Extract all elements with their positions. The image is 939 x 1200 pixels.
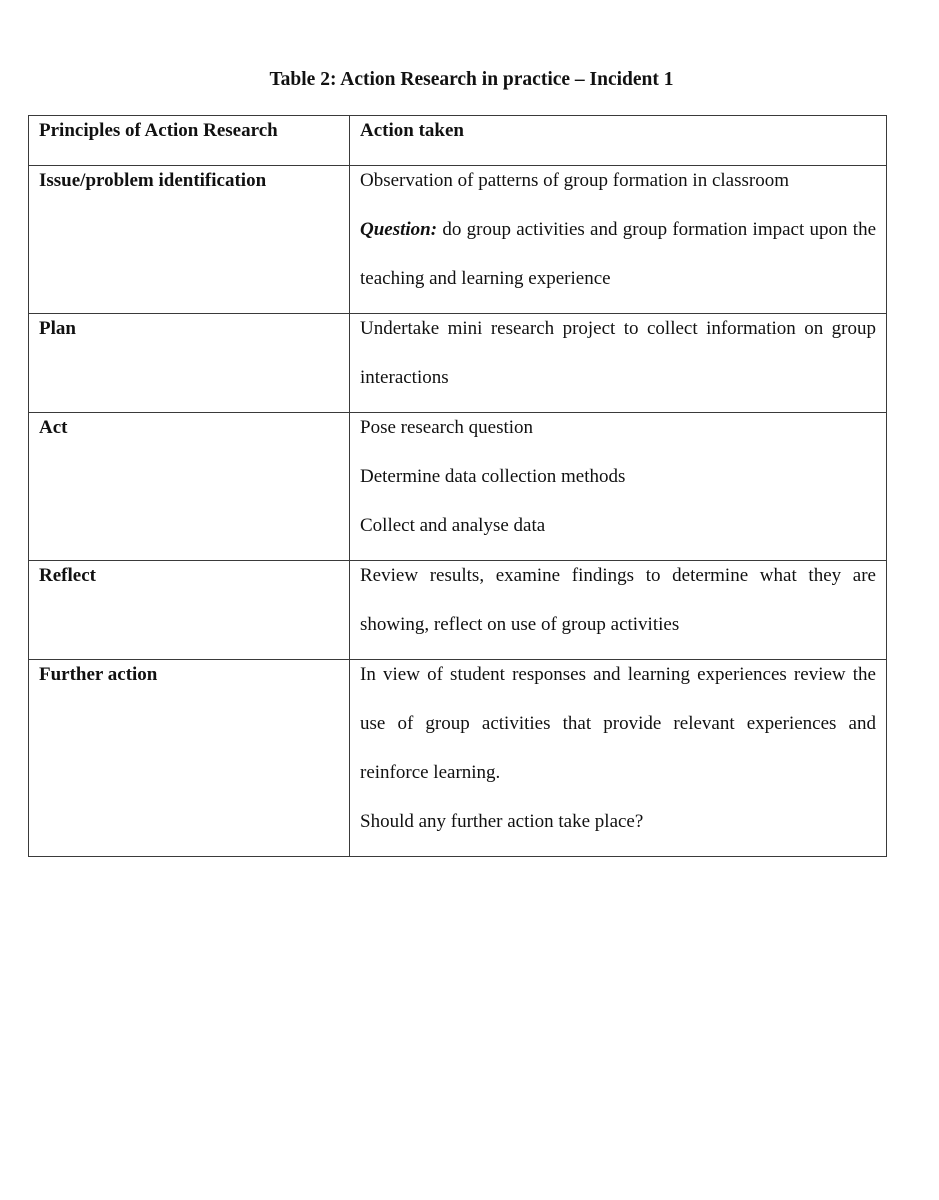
action-issue-observation: Observation of patterns of group formation in classroom [360,170,789,191]
principle-act: Act [39,417,68,438]
table-row-further-action [29,660,887,857]
action-act-line: Collect and analyse data [360,515,546,536]
table-row-reflect [29,561,887,660]
header-action: Action taken [360,120,464,141]
principle-cell [29,660,350,857]
question-label: Question: [360,219,438,240]
principle-cell [29,166,350,314]
principle-issue: Issue/problem identification [39,170,267,191]
header-principles-cell [29,116,350,166]
action-research-table [28,115,887,857]
action-act-line: Determine data collection methods [360,466,626,487]
table-row-plan [29,314,887,413]
action-cell [350,660,887,857]
action-cell [350,166,887,314]
action-issue-question [360,205,876,303]
principle-reflect: Reflect [39,565,96,586]
principle-cell [29,314,350,413]
action-further-question: Should any further action take place? [360,811,644,832]
principle-cell [29,561,350,660]
action-act-line: Pose research question [360,417,534,438]
action-cell [350,561,887,660]
header-principles: Principles of Action Research [39,120,278,141]
principle-cell [29,413,350,561]
action-further-review: In view of student responses and learning experiences review the use of group activities that provide relevant experiences and reinforce learning. [360,664,876,783]
action-cell [350,413,887,561]
action-plan: Undertake mini research project to collect information on group interactions [360,318,876,388]
action-cell [350,314,887,413]
table-row-issue [29,166,887,314]
table-row-act [29,413,887,561]
principle-further-action: Further action [39,664,158,685]
principle-plan: Plan [39,318,76,339]
table-caption: Table 2: Action Research in practice – Incident 1 [269,69,674,90]
question-text: do group activities and group formation impact upon the teaching and learning experience [360,219,876,289]
action-reflect: Review results, examine findings to determine what they are showing, reflect on use of group activities [360,565,876,635]
